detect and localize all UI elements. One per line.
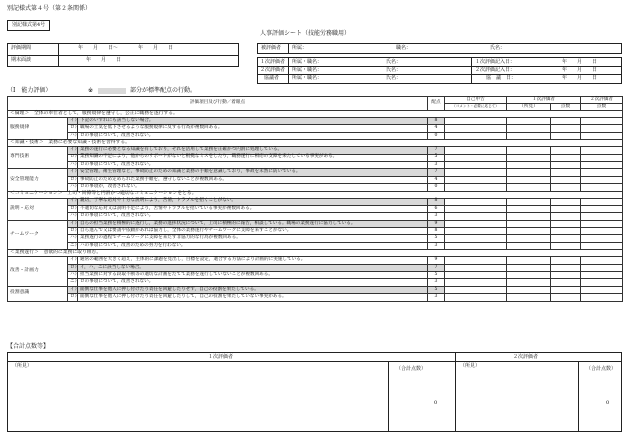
- row-points: 3: [428, 242, 445, 249]
- first-score-input[interactable]: [551, 154, 581, 161]
- first-findings-input[interactable]: [507, 125, 551, 132]
- second-score-input[interactable]: [581, 242, 623, 249]
- item-name: 服務規律: [8, 118, 68, 140]
- row-text: ロの事項について，改善されない。: [78, 161, 428, 168]
- first-findings-input[interactable]: [507, 257, 551, 264]
- first-score-input[interactable]: [551, 272, 581, 279]
- table-row: [8, 213, 623, 220]
- table-row: [8, 169, 623, 176]
- second-score-input[interactable]: [581, 161, 623, 168]
- discussant-date-label: 協 議 日：: [486, 75, 517, 81]
- row-mark: ハ）: [68, 132, 78, 139]
- divider: [288, 58, 289, 83]
- first-score-input[interactable]: [551, 161, 581, 168]
- evaluators-block: [257, 57, 622, 84]
- table-row: [8, 264, 623, 271]
- col-first-findings: （所見）: [507, 104, 551, 111]
- divider: [8, 361, 621, 362]
- table-row: [8, 272, 623, 279]
- row-text: 面倒な仕事を他人に押し付けたり責任を回避したりせず，自己の役割を果たしている。: [78, 286, 428, 293]
- second-score-input[interactable]: [581, 198, 623, 205]
- row-points: 3: [428, 279, 445, 286]
- first-findings-input[interactable]: [507, 235, 551, 242]
- table-row: [8, 228, 623, 235]
- self-input[interactable]: [445, 235, 507, 242]
- first-score-input[interactable]: [551, 176, 581, 183]
- row-text: ロの事項が，改善されない。: [78, 184, 428, 191]
- col-first: １次評価者: [507, 97, 581, 104]
- row-mark: ハ）: [68, 235, 78, 242]
- row-points: 6: [428, 205, 445, 212]
- first-score-input[interactable]: [551, 184, 581, 191]
- divider: [388, 361, 389, 431]
- row-points: 3: [428, 294, 445, 301]
- summary-second-findings[interactable]: （所見）: [460, 363, 481, 369]
- row-points: 8: [428, 198, 445, 205]
- category-header: ＜コミュニケーション＞ 上司・同僚等と円滑かつ適切なコミュニケーションをとる。: [8, 191, 623, 198]
- row-mark: イ）: [68, 147, 78, 154]
- row-text: 担当業務に対する段取不断等の適切な計画をたてて業務を遂行していないことが複数回ある。: [78, 272, 428, 279]
- row-points: 7: [428, 264, 445, 271]
- divider: [471, 58, 472, 83]
- row-text: 事故防止のため定められた業務手順を，遵守しないことが複数回ある。: [78, 176, 428, 183]
- second-score-input[interactable]: [581, 264, 623, 271]
- second-score-input[interactable]: [581, 279, 623, 286]
- first-findings-input[interactable]: [507, 205, 551, 212]
- row-mark: ニ）: [68, 242, 78, 249]
- self-input[interactable]: [445, 264, 507, 271]
- second-score-input[interactable]: [581, 235, 623, 242]
- row-text: 下記のいずれにも該当しない場合。: [78, 118, 428, 125]
- second-score-input[interactable]: [581, 213, 623, 220]
- row-mark: ロ）: [68, 176, 78, 183]
- row-text: 面倒な仕事を他人に押し付けたり責任を回避したりして，自己の役割を果たしていない事実がある。: [78, 294, 428, 301]
- row-mark: ハ）: [68, 184, 78, 191]
- evaluator-1-aff[interactable]: 所属・職名：: [292, 59, 323, 65]
- self-input[interactable]: [445, 184, 507, 191]
- first-score-input[interactable]: [551, 264, 581, 271]
- form-number: 別記様式第４号（第２条関係）: [7, 5, 92, 12]
- self-input[interactable]: [445, 125, 507, 132]
- col-second: ２次評価者: [581, 97, 623, 104]
- first-score-input[interactable]: [551, 147, 581, 154]
- row-mark: ロ）: [68, 294, 78, 301]
- self-input[interactable]: [445, 198, 507, 205]
- discussant-aff[interactable]: 所属・職名：: [292, 75, 323, 81]
- table-row: [8, 286, 623, 293]
- row-points: 9: [428, 220, 445, 227]
- row-points: 8: [428, 118, 445, 125]
- evaluatee-name[interactable]: 氏名：: [490, 45, 506, 51]
- row-text: 安全管理，衛生管理など，事故防止のための知識と業務の手順を意識しており，事故を未然に防いでいる。: [78, 169, 428, 176]
- row-mark: ハ）: [68, 213, 78, 220]
- col-second-score: 点数: [581, 104, 623, 111]
- divider: [455, 353, 456, 431]
- second-score-input[interactable]: [581, 118, 623, 125]
- category-header: ＜倫理＞ 全体の奉仕者として，服務規律を遵守し，公正に職務を遂行する。: [8, 111, 623, 118]
- row-points: 3: [428, 213, 445, 220]
- row-mark: イ）: [68, 286, 78, 293]
- table-row: [8, 235, 623, 242]
- sheet-title: 人事評価シート（技能労務職用）: [260, 30, 351, 37]
- self-input[interactable]: [445, 176, 507, 183]
- row-mark: ニ）: [68, 279, 78, 286]
- divider: [578, 361, 579, 431]
- self-input[interactable]: [445, 213, 507, 220]
- row-text: ロの事項について，改善されない。: [78, 279, 428, 286]
- evaluator-1-date[interactable]: 年 月 日: [562, 59, 598, 65]
- end-interview-value[interactable]: 年 月 日: [86, 57, 122, 63]
- item-name: 改善・計画力: [8, 257, 68, 287]
- row-points: 5: [428, 286, 445, 293]
- divider: [288, 44, 289, 53]
- table-row: [8, 118, 623, 125]
- second-score-input[interactable]: [581, 286, 623, 293]
- table-row: [8, 161, 623, 168]
- second-score-input[interactable]: [581, 176, 623, 183]
- col-self: 自己申告: [445, 97, 507, 104]
- table-row: [8, 176, 623, 183]
- row-text: 親切，丁寧な応対や十分な説明により，苦情，トラブルを招くことがない。: [78, 198, 428, 205]
- evaluator-1-date-label: １次評価記入日：: [475, 59, 516, 65]
- first-score-input[interactable]: [551, 279, 581, 286]
- first-findings-input[interactable]: [507, 242, 551, 249]
- first-score-input[interactable]: [551, 235, 581, 242]
- first-findings-input[interactable]: [507, 147, 551, 154]
- summary-second-total: 0: [606, 400, 610, 406]
- self-input[interactable]: [445, 154, 507, 161]
- discussant-name[interactable]: 氏名：: [386, 75, 402, 81]
- evaluator-2-label: ２次評価者: [260, 67, 286, 73]
- self-input[interactable]: [445, 220, 507, 227]
- first-findings-input[interactable]: [507, 161, 551, 168]
- summary-second-total-label: （合計点数）: [586, 366, 617, 372]
- row-text: 職場の士気を低下させるような服務規律に反する行為が複数回ある。: [78, 125, 428, 132]
- second-score-input[interactable]: [581, 147, 623, 154]
- row-points: 4: [428, 125, 445, 132]
- table-row: [8, 205, 623, 212]
- item-name: 役割意識: [8, 286, 68, 301]
- period-value[interactable]: 年 月 日～ 年 月 日: [78, 45, 174, 51]
- item-name: チームワーク: [8, 220, 68, 250]
- evaluatee-affiliation[interactable]: 所属：: [292, 45, 308, 51]
- row-points: 7: [428, 169, 445, 176]
- row-text: 業務知識の不足により，他からのサポートがないと根拠なミスをしたり，職務遂行に相応の支障を来たしている事実がある。: [78, 154, 428, 161]
- row-points: 8: [428, 228, 445, 235]
- row-points: 5: [428, 235, 445, 242]
- first-score-input[interactable]: [551, 125, 581, 132]
- col-first-score: 点数: [551, 104, 581, 111]
- table-row: [8, 154, 623, 161]
- first-findings-input[interactable]: [507, 213, 551, 220]
- row-mark: イ）: [68, 257, 78, 264]
- row-points: 5: [428, 154, 445, 161]
- first-findings-input[interactable]: [507, 286, 551, 293]
- second-score-input[interactable]: [581, 125, 623, 132]
- first-findings-input[interactable]: [507, 169, 551, 176]
- row-text: ロの事項について，改善されない。: [78, 213, 428, 220]
- self-input[interactable]: [445, 118, 507, 125]
- first-findings-input[interactable]: [507, 264, 551, 271]
- row-mark: ハ）: [68, 161, 78, 168]
- first-score-input[interactable]: [551, 242, 581, 249]
- self-input[interactable]: [445, 294, 507, 301]
- end-interview-label: 期末面談: [11, 57, 32, 63]
- summary-first-total: 0: [434, 400, 438, 406]
- evaluator-2-aff[interactable]: 所属・職名：: [292, 67, 323, 73]
- second-score-input[interactable]: [581, 257, 623, 264]
- second-score-input[interactable]: [581, 294, 623, 301]
- item-name: 説明・応対: [8, 198, 68, 220]
- row-mark: ロ）: [68, 205, 78, 212]
- second-score-input[interactable]: [581, 154, 623, 161]
- table-row: [8, 184, 623, 191]
- evaluator-1-name[interactable]: 氏名：: [386, 59, 402, 65]
- evaluator-2-name[interactable]: 氏名：: [386, 67, 402, 73]
- table-row: [8, 294, 623, 301]
- section-mark: ※: [88, 87, 94, 94]
- summary-first-findings[interactable]: （所見）: [12, 363, 33, 369]
- row-text: イ，ハ，ニに該当しない場合。: [78, 264, 428, 271]
- second-score-input[interactable]: [581, 220, 623, 227]
- row-text: 自らの担当業務を積極的に遂行し，業務の進捗状況について，上司に積極的に報告，相談している。職場の業務遂行に協力している。: [78, 220, 428, 227]
- discussant-label: 協議者: [264, 75, 280, 81]
- evaluatee-label: 被評価者: [261, 45, 282, 51]
- self-input[interactable]: [445, 257, 507, 264]
- self-input[interactable]: [445, 169, 507, 176]
- self-input[interactable]: [445, 272, 507, 279]
- row-points: 7: [428, 147, 445, 154]
- row-mark: ロ）: [68, 125, 78, 132]
- evaluator-1-label: １次評価者: [260, 59, 286, 65]
- self-input[interactable]: [445, 279, 507, 286]
- divider: [8, 55, 238, 56]
- table-row: [8, 279, 623, 286]
- second-score-input[interactable]: [581, 228, 623, 235]
- table-row: [8, 132, 623, 139]
- first-findings-input[interactable]: [507, 154, 551, 161]
- first-findings-input[interactable]: [507, 176, 551, 183]
- row-text: 不適切な応対又は説明不足により，苦情やトラブルを招いている事実が複数回ある。: [78, 205, 428, 212]
- evaluation-table: [7, 96, 622, 302]
- row-points: 9: [428, 257, 445, 264]
- col-self-sub: （コメント・必要に応じて）: [445, 104, 507, 111]
- second-score-input[interactable]: [581, 272, 623, 279]
- row-mark: イ）: [68, 118, 78, 125]
- summary-block: [7, 352, 622, 432]
- table-row: [8, 242, 623, 249]
- row-mark: イ）: [68, 169, 78, 176]
- evaluator-2-date-label: ２次評価記入日：: [475, 67, 516, 73]
- row-mark: ロ）: [68, 154, 78, 161]
- second-score-input[interactable]: [581, 184, 623, 191]
- row-text: 業務遂行の過程でチームワークに支障を来たす非協力的な行為が複数回ある。: [78, 235, 428, 242]
- row-mark: ロ）: [68, 264, 78, 271]
- category-header: ＜知識・技術＞ 業務に必要な知識・技術を習得する。: [8, 140, 623, 147]
- first-findings-input[interactable]: [507, 294, 551, 301]
- table-row: [8, 125, 623, 132]
- table-row: [8, 257, 623, 264]
- summary-second-label: ２次評価者: [513, 354, 539, 360]
- table-row: [8, 147, 623, 154]
- first-score-input[interactable]: [551, 213, 581, 220]
- summary-label: 【合計点数等】: [7, 343, 50, 350]
- item-name: 安全管理能力: [8, 169, 68, 191]
- row-points: 5: [428, 272, 445, 279]
- section-note: 部分が標準配点の行動。: [130, 87, 197, 94]
- self-input[interactable]: [445, 286, 507, 293]
- first-findings-input[interactable]: [507, 220, 551, 227]
- category-header: ＜業務遂行＞ 意欲的に業務に取り組む。: [8, 250, 623, 257]
- summary-first-label: １次評価者: [208, 354, 234, 360]
- first-findings-input[interactable]: [507, 132, 551, 139]
- row-points: 0: [428, 132, 445, 139]
- first-findings-input[interactable]: [507, 272, 551, 279]
- table-row: [8, 198, 623, 205]
- self-input[interactable]: [445, 205, 507, 212]
- row-points: 3: [428, 161, 445, 168]
- second-score-input[interactable]: [581, 169, 623, 176]
- row-text: 通常の範囲を大きく超え，主体的に課題を見出し，目標を設定，適合する方法により計画的に実施している。: [78, 257, 428, 264]
- summary-first-total-label: （合計点数）: [396, 366, 427, 372]
- row-mark: イ）: [68, 220, 78, 227]
- first-findings-input[interactable]: [507, 228, 551, 235]
- period-label: 評価期間: [11, 45, 32, 51]
- discussant-date[interactable]: 年 月 日: [562, 75, 598, 81]
- first-score-input[interactable]: [551, 205, 581, 212]
- standard-swatch: [98, 88, 126, 94]
- first-score-input[interactable]: [551, 118, 581, 125]
- first-score-input[interactable]: [551, 286, 581, 293]
- first-findings-input[interactable]: [507, 279, 551, 286]
- item-name: 専門技術: [8, 147, 68, 169]
- row-mark: イ）: [68, 198, 78, 205]
- evaluator-2-date[interactable]: 年 月 日: [562, 67, 598, 73]
- col-items: 評価項目及び行動／着眼点: [8, 97, 428, 111]
- row-mark: ロ）: [68, 228, 78, 235]
- first-score-input[interactable]: [551, 220, 581, 227]
- row-text: 業務の遂行に必要となる知識を有しており，それを活用して業務を正確かつ円滑に処理している。: [78, 147, 428, 154]
- sub-form-box: 別記様式第4号: [7, 20, 50, 31]
- row-points: 0: [428, 184, 445, 191]
- self-input[interactable]: [445, 132, 507, 139]
- first-score-input[interactable]: [551, 198, 581, 205]
- table-row: [8, 220, 623, 227]
- first-score-input[interactable]: [551, 228, 581, 235]
- self-input[interactable]: [445, 147, 507, 154]
- first-score-input[interactable]: [551, 257, 581, 264]
- first-findings-input[interactable]: [507, 118, 551, 125]
- row-text: ハの事項について，改善のための努力を行わない。: [78, 242, 428, 249]
- second-score-input[interactable]: [581, 132, 623, 139]
- first-score-input[interactable]: [551, 169, 581, 176]
- section-title: （Ⅰ 能力評価）: [7, 87, 52, 94]
- row-points: 4: [428, 176, 445, 183]
- period-block: [7, 43, 239, 67]
- evaluatee-post[interactable]: 職名：: [396, 45, 412, 51]
- first-score-input[interactable]: [551, 294, 581, 301]
- self-input[interactable]: [445, 242, 507, 249]
- row-text: ロの事項について，改善されない。: [78, 132, 428, 139]
- row-mark: ハ）: [68, 272, 78, 279]
- first-findings-input[interactable]: [507, 198, 551, 205]
- self-input[interactable]: [445, 228, 507, 235]
- col-points: 配点: [428, 97, 445, 111]
- self-input[interactable]: [445, 161, 507, 168]
- evaluatee-row: [257, 43, 622, 54]
- first-score-input[interactable]: [551, 132, 581, 139]
- first-findings-input[interactable]: [507, 184, 551, 191]
- second-score-input[interactable]: [581, 205, 623, 212]
- row-text: 自ら進んで又は要請や依頼があれば協力し，全体の業務遂行やチームワークに支障を来すことがない。: [78, 228, 428, 235]
